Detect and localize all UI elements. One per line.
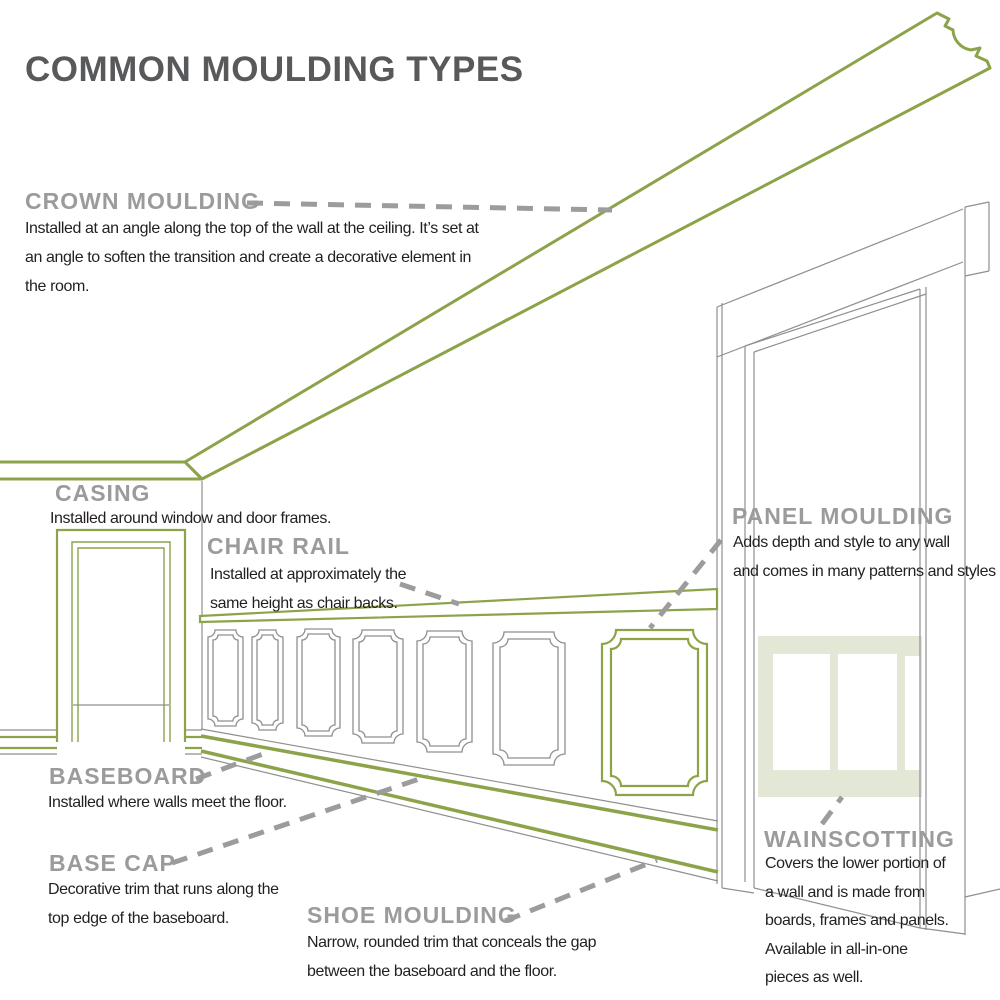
door-casing bbox=[57, 530, 185, 742]
panel-moulding-label: PANEL MOULDING bbox=[732, 503, 954, 529]
panel-moulding-description bbox=[733, 529, 996, 586]
crown-moulding-label: CROWN MOULDING bbox=[25, 188, 261, 214]
crown-moulding-description bbox=[25, 214, 479, 301]
description-line: pieces as well. bbox=[765, 969, 864, 986]
description-line: and comes in many patterns and styles bbox=[733, 562, 996, 580]
description-line: boards, frames and panels. bbox=[765, 912, 949, 929]
crown-leader-line bbox=[247, 203, 612, 210]
panel-moulding-leader-line bbox=[650, 540, 721, 628]
description-line: same height as chair backs. bbox=[210, 594, 398, 612]
baseboard-label: BASEBOARD bbox=[49, 763, 207, 789]
chair-rail-description bbox=[210, 561, 406, 618]
description-line: Decorative trim that runs along the bbox=[48, 881, 279, 898]
description-line: a wall and is made from bbox=[765, 883, 925, 901]
baseboard-description bbox=[48, 789, 287, 818]
wall-panels bbox=[208, 629, 565, 765]
description-line: top edge of the baseboard. bbox=[48, 909, 229, 927]
base-cap-description bbox=[48, 876, 279, 933]
shoe-leader-line bbox=[505, 860, 657, 921]
casing-description bbox=[50, 505, 331, 534]
wainscot-panel bbox=[758, 636, 922, 797]
description-line: Installed around window and door frames. bbox=[50, 510, 332, 527]
description-line: Installed where walls meet the floor. bbox=[48, 794, 287, 811]
casing-label: CASING bbox=[55, 480, 151, 506]
description-line: Installed at approximately the bbox=[210, 566, 407, 583]
description-line: Installed at an angle along the top of the wall at the ceiling. It’s set at bbox=[25, 220, 479, 237]
description-line: the room. bbox=[25, 278, 89, 295]
description-line: Narrow, rounded trim that conceals the gap bbox=[307, 934, 597, 951]
left-wall-baseboard bbox=[0, 730, 202, 754]
chair-rail-leader-line bbox=[400, 584, 459, 604]
chair-rail-label: CHAIR RAIL bbox=[207, 533, 350, 559]
description-line: Adds depth and style to any wall bbox=[733, 534, 950, 551]
left-wall-crown-moulding bbox=[0, 462, 202, 479]
description-line: an angle to soften the transition and create a decorative element in bbox=[25, 249, 471, 266]
panel-moulding-highlight bbox=[602, 630, 707, 795]
wainscot-leader-line bbox=[822, 797, 842, 824]
base-cap-label: BASE CAP bbox=[49, 850, 176, 876]
description-line: Available in all-in-one bbox=[765, 940, 908, 958]
shoe-moulding-description bbox=[307, 929, 596, 986]
shoe-moulding-label: SHOE MOULDING bbox=[307, 902, 517, 928]
description-line: Covers the lower portion of bbox=[765, 855, 946, 872]
page-title: COMMON MOULDING TYPES bbox=[25, 50, 524, 89]
wainscotting-description bbox=[765, 850, 949, 993]
wainscotting-label: WAINSCOTTING bbox=[764, 826, 955, 852]
description-line: between the baseboard and the floor. bbox=[307, 962, 557, 980]
